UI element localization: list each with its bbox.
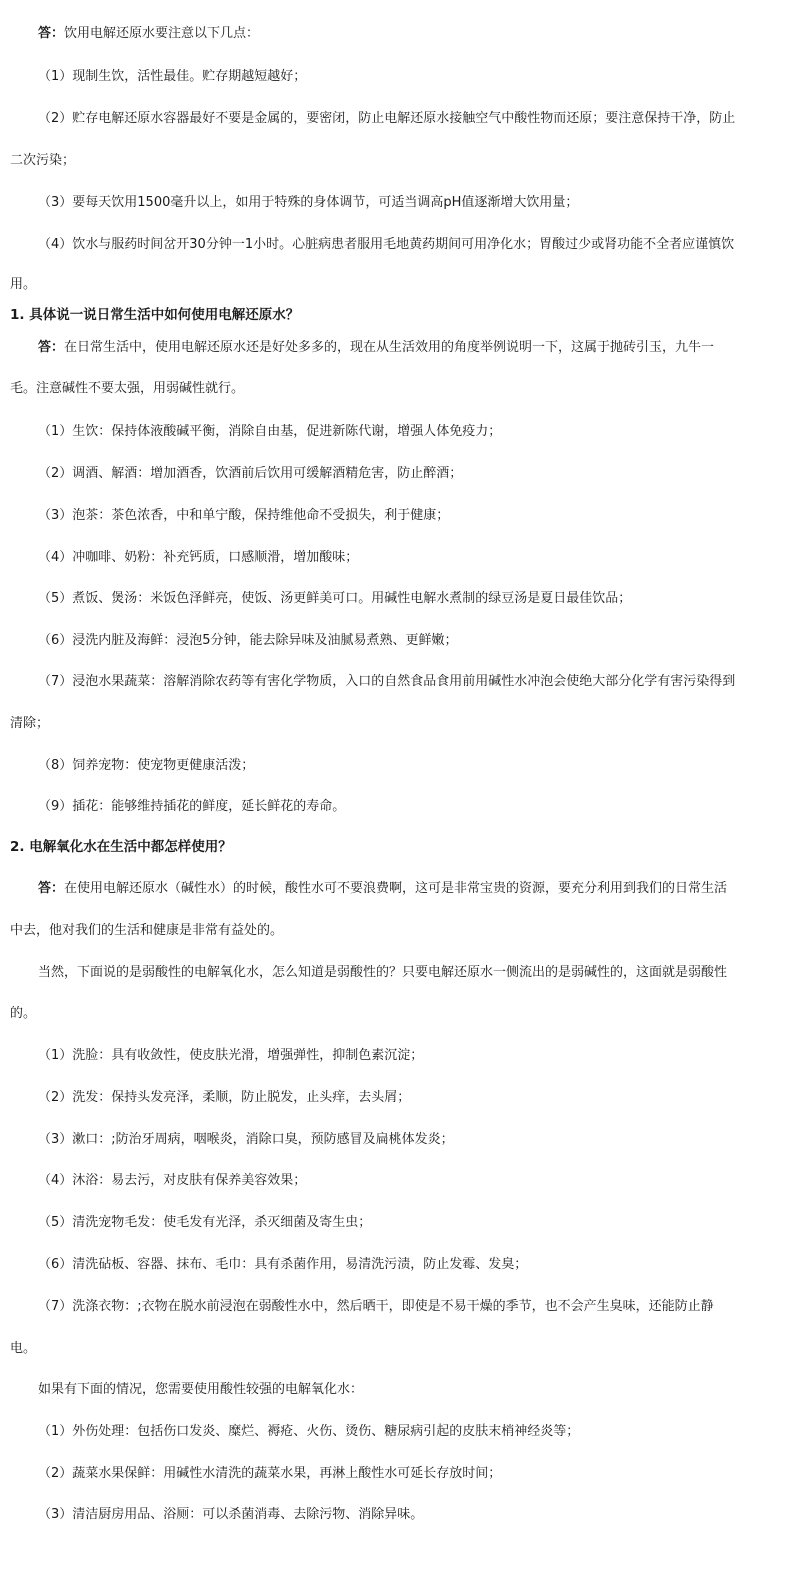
list-item: （3）要每天饮用1500毫升以上，如用于特殊的身体调节，可适当调高pH值逐渐增大饮用量；: [38, 195, 579, 210]
list-item: （2）洗发：保持头发亮泽，柔顺，防止脱发，止头痒，去头屑；: [38, 1090, 411, 1105]
list-item: （3）漱口：;防治牙周病，咽喉炎，消除口臭，预防感冒及扁桃体发炎；: [38, 1132, 454, 1147]
list-item: （1）外伤处理：包括伤口发炎、糜烂、褥疮、火伤、烫伤、糖尿病引起的皮肤末梢神经炎等；: [38, 1424, 580, 1439]
list-item: （6）浸洗内脏及海鲜：浸泡5分钟，能去除异味及油腻易煮熟、更鲜嫩；: [38, 633, 458, 648]
section-answer: [38, 880, 727, 898]
list-item: （1）生饮：保持体液酸碱平衡，消除自由基，促进新陈代谢，增强人体免疫力；: [38, 424, 502, 439]
answer-text: 饮用电解还原水要注意以下几点：: [64, 26, 260, 41]
list-item: （4）沐浴：易去污，对皮肤有保养美容效果；: [38, 1173, 307, 1188]
list-item: （8）饲养宠物：使宠物更健康活泼；: [38, 758, 255, 773]
list-item: （2）贮存电解还原水容器最好不要是金属的，要密闭，防止电解还原水接触空气中酸性物而还原；要注意保持干净，防止: [38, 111, 736, 126]
list-item: （4）饮水与服药时间岔开30分钟一1小时。心脏病患者服用毛地黄药期间可用净化水；胃酸过少或肾功能不全者应谨慎饮: [38, 237, 735, 252]
paragraph-continuation: 的。: [10, 1006, 37, 1021]
paragraph: 当然，下面说的是弱酸性的电解氧化水，怎么知道是弱酸性的？只要电解还原水一侧流出的是弱碱性的，这面就是弱酸性: [38, 965, 728, 980]
list-item: （7）洗涤衣物：;衣物在脱水前浸泡在弱酸性水中，然后晒干，即使是不易干燥的季节，也不会产生臭味，还能防止静: [38, 1299, 714, 1314]
answer-label: 答：: [38, 881, 65, 896]
list-item: （7）浸泡水果蔬菜：溶解消除农药等有害化学物质，入口的自然食品食用前用碱性水冲泡会使绝大部分化学有害污染得到: [38, 674, 736, 689]
list-item: （9）插花：能够维持插花的鲜度，延长鲜花的寿命。: [38, 799, 346, 814]
section-heading: 1. 具体说一说日常生活中如何使用电解还原水？: [10, 307, 300, 323]
list-item: （2）蔬菜水果保鲜：用碱性水清洗的蔬菜水果，再淋上酸性水可延长存放时间；: [38, 1466, 502, 1481]
list-item: （1）洗脸：具有收敛性，使皮肤光滑，增强弹性，抑制色素沉淀；: [38, 1048, 424, 1063]
answer-label: 答：: [38, 340, 65, 355]
list-item-continuation: 用。: [10, 277, 37, 292]
answer-continuation: 毛。注意碱性不要太强，用弱碱性就行。: [10, 381, 245, 396]
list-item: （3）清洁厨房用品、浴厕：可以杀菌消毒、去除污物、消除异味。: [38, 1507, 424, 1522]
section-answer: [38, 339, 714, 357]
list-item-continuation: 电。: [10, 1341, 37, 1356]
answer-text: 在日常生活中，使用电解还原水还是好处多多的，现在从生活效用的角度举例说明一下，这属于抛砖引玉，九牛一: [64, 340, 715, 355]
answer-continuation: 中去，他对我们的生活和健康是非常有益处的。: [10, 923, 284, 938]
answer-text: 在使用电解还原水（碱性水）的时候，酸性水可不要浪费啊，这可是非常宝贵的资源，要充分利用到我们的日常生活: [64, 881, 728, 896]
list-item: （5）清洗宠物毛发：使毛发有光泽，杀灭细菌及寄生虫；: [38, 1215, 372, 1230]
list-item: （6）清洗砧板、容器、抹布、毛巾：具有杀菌作用，易清洗污渍，防止发霉、发臭；: [38, 1257, 528, 1272]
list-item-continuation: 二次污染；: [10, 153, 76, 168]
list-item: （1）现制生饮，活性最佳。贮存期越短越好；: [38, 69, 307, 84]
list-item: （5）煮饭、煲汤：米饭色泽鲜亮，使饭、汤更鲜美可口。用碱性电解水煮制的绿豆汤是夏日最佳饮品；: [38, 591, 632, 606]
paragraph: 如果有下面的情况，您需要使用酸性较强的电解氧化水：: [38, 1382, 364, 1397]
list-item: （4）冲咖啡、奶粉：补充钙质，口感顺滑，增加酸味；: [38, 550, 359, 565]
list-item-continuation: 清除；: [10, 716, 50, 731]
section-heading: 2. 电解氧化水在生活中都怎样使用？: [10, 839, 232, 855]
list-item: （3）泡茶：茶色浓香，中和单宁酸，保持维他命不受损失，利于健康；: [38, 508, 450, 523]
answer-label: 答：: [38, 26, 65, 41]
list-item: （2）调酒、解酒：增加酒香，饮酒前后饮用可缓解酒精危害，防止醉酒；: [38, 466, 463, 481]
intro-answer: [38, 25, 259, 43]
